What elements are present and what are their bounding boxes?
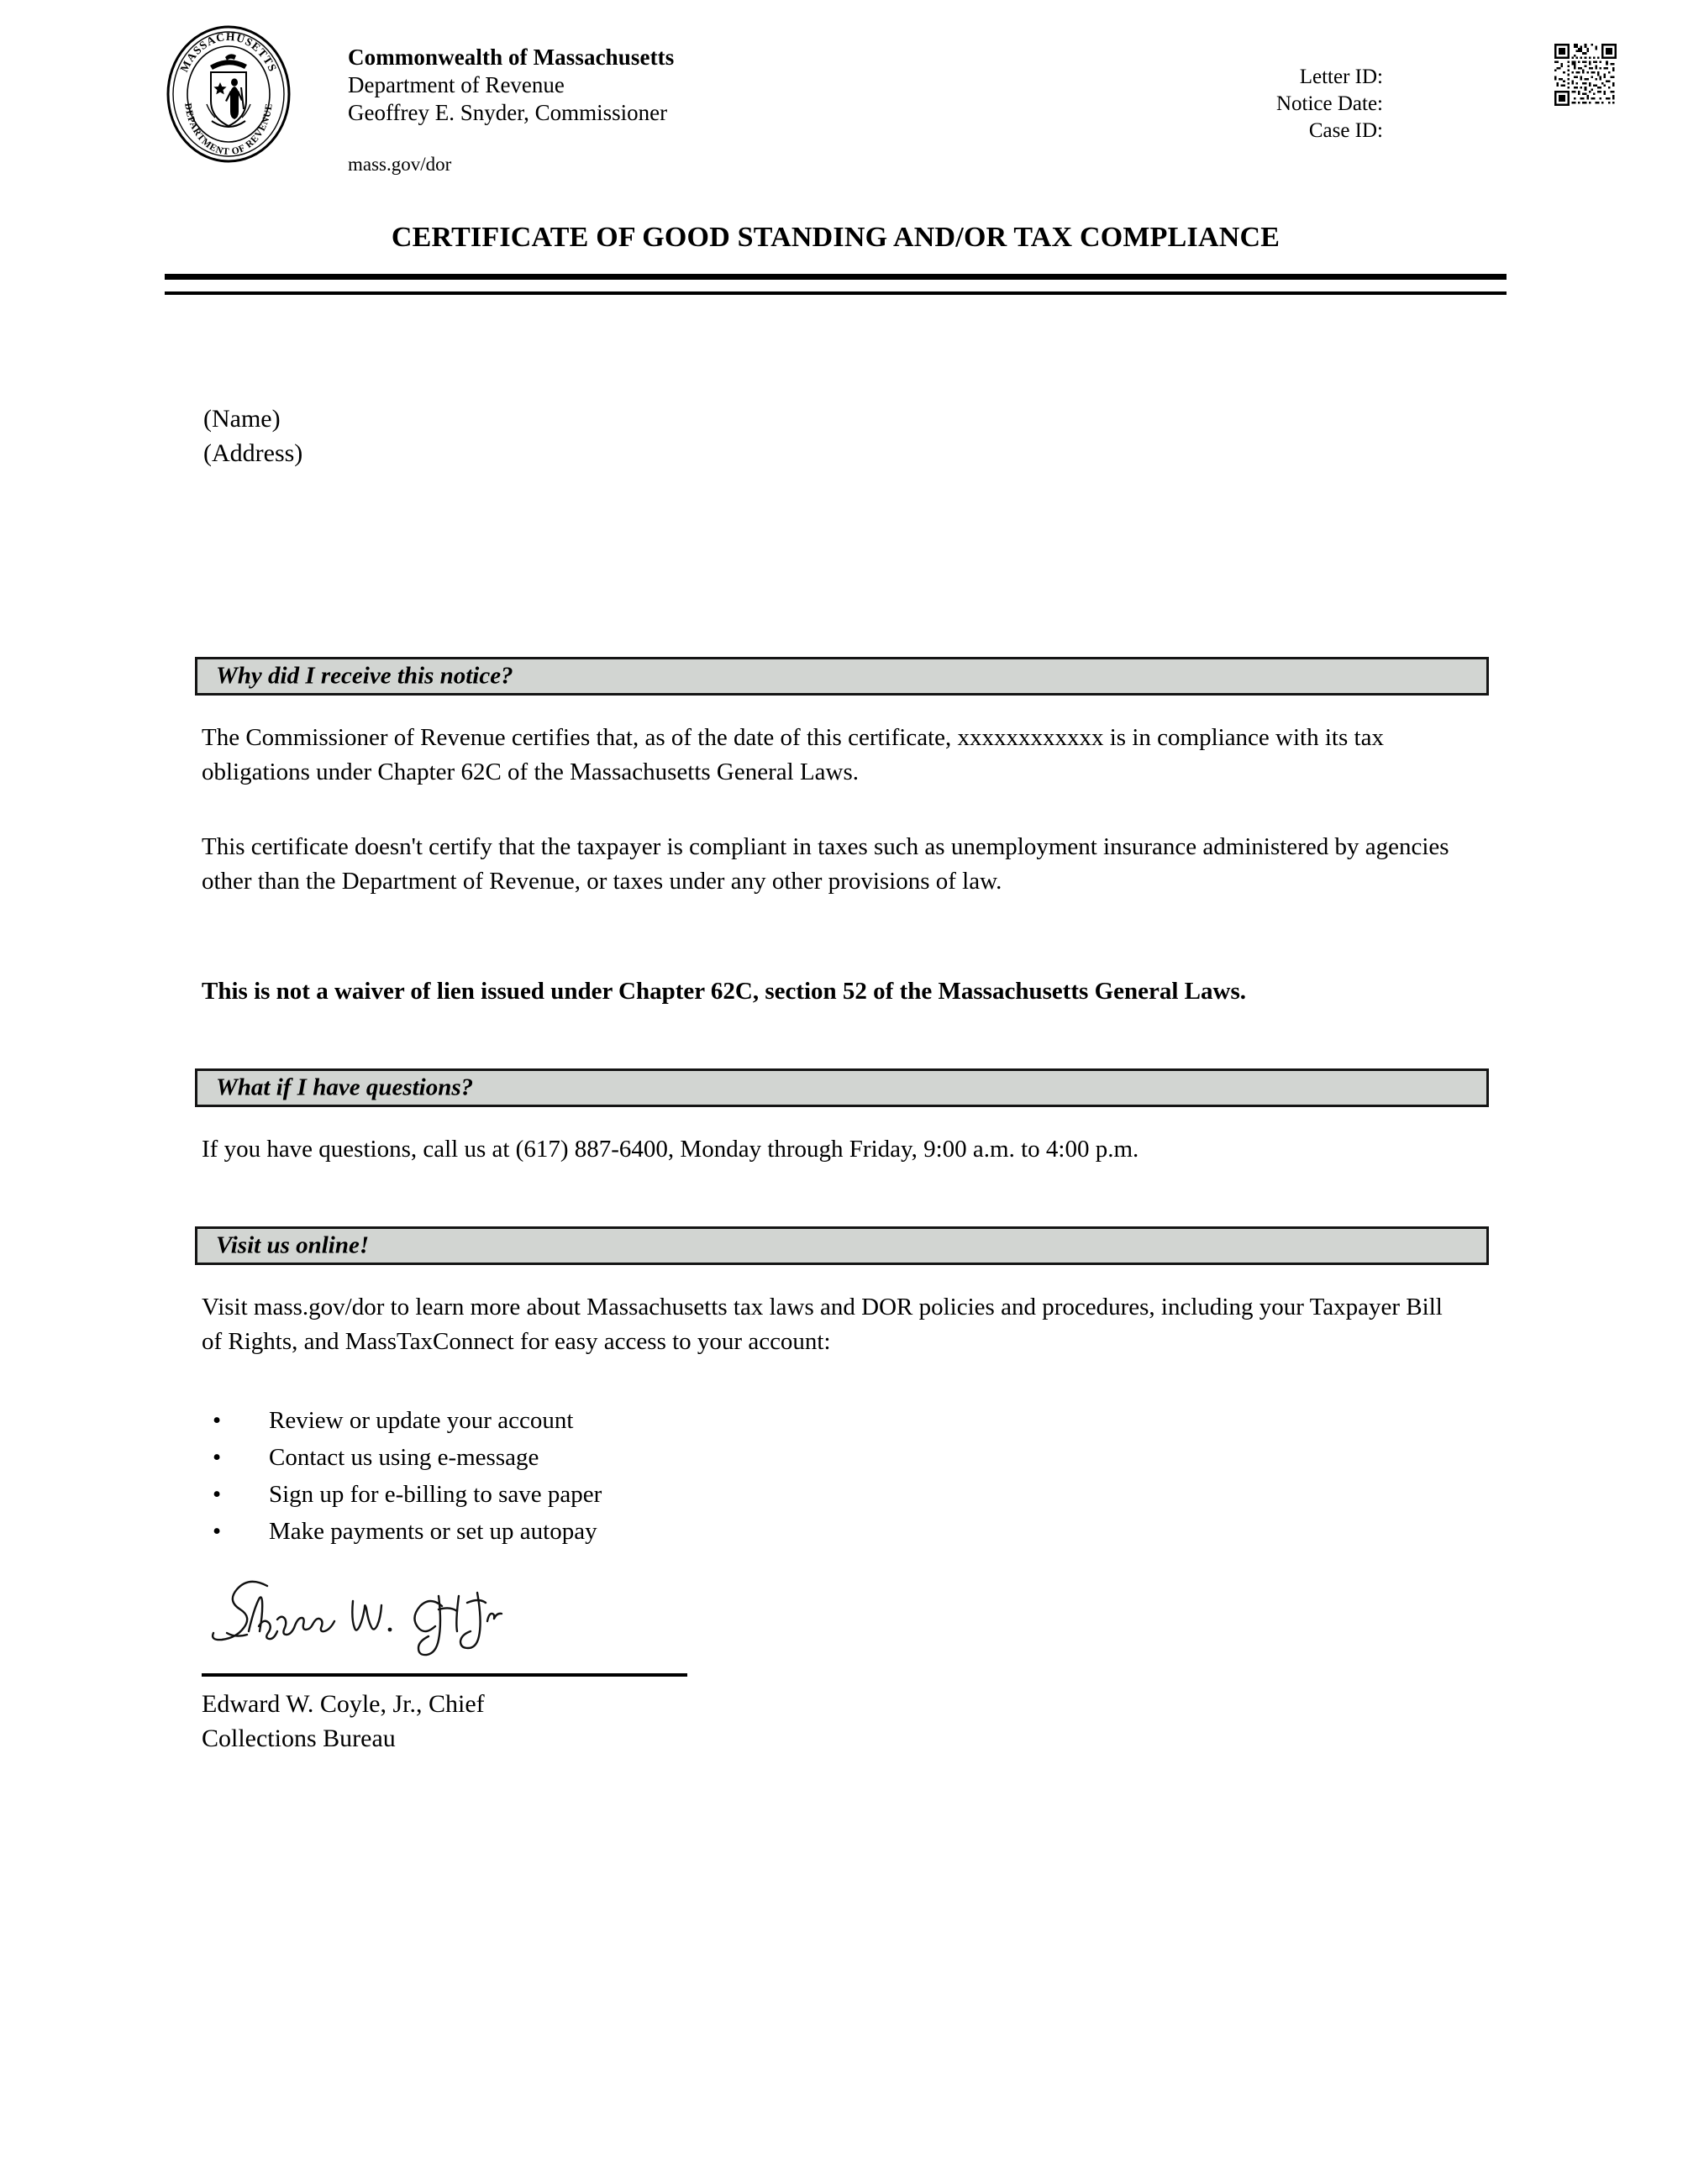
- signer-department: Collections Bureau: [202, 1725, 396, 1752]
- letter-id-row: [1047, 64, 1383, 91]
- recipient-address: (Address): [203, 439, 303, 467]
- list-item-label: Review or update your account: [269, 1407, 574, 1434]
- bullet-icon: •: [213, 1444, 222, 1471]
- agency-identity-block: [348, 44, 869, 177]
- list-item: [202, 1513, 1042, 1550]
- section-header-why-notice: [195, 657, 1489, 696]
- agency-department: Department of Revenue: [348, 72, 565, 97]
- qr-code-icon: [1554, 44, 1617, 106]
- bullet-icon: •: [213, 1518, 222, 1545]
- list-item: [202, 1439, 1042, 1476]
- header-rule-thin: [165, 291, 1507, 295]
- visit-online-paragraph: Visit mass.gov/dor to learn more about Massachusetts tax laws and DOR policies and procedures, including your Taxpayer Bill of Rights, and MassTaxConnect for easy access to your account:: [202, 1294, 1443, 1355]
- list-item-label: Contact us using e-message: [269, 1444, 539, 1471]
- header-rule-thick: [165, 274, 1507, 280]
- questions-paragraph: If you have questions, call us at (617) 887-6400, Monday through Friday, 9:00 a.m. to 4:00 p.m.: [202, 1136, 1139, 1163]
- handwritten-signature-icon: [210, 1571, 597, 1663]
- svg-text:MASSACHUSETTS: MASSACHUSETTS: [177, 29, 280, 75]
- case-id-row: [1047, 118, 1383, 144]
- section-heading-label: What if I have questions?: [216, 1074, 474, 1101]
- document-header: [165, 24, 1507, 200]
- agency-commissioner: Geoffrey E. Snyder, Commissioner: [348, 100, 668, 125]
- recipient-address-block: [203, 402, 876, 470]
- bullet-icon: •: [213, 1481, 222, 1508]
- list-item-label: Make payments or set up autopay: [269, 1518, 597, 1545]
- page-title: CERTIFICATE OF GOOD STANDING AND/OR TAX COMPLIANCE: [391, 222, 1280, 253]
- why-notice-paragraph-3: This is not a waiver of lien issued under Chapter 62C, section 52 of the Massachusetts General Laws.: [202, 978, 1247, 1005]
- list-item: [202, 1476, 1042, 1513]
- notice-date-label: Notice Date:: [1275, 92, 1383, 115]
- section-heading-label: Why did I receive this notice?: [216, 662, 513, 690]
- why-notice-paragraph-2: This certificate doesn't certify that the taxpayer is compliant in taxes such as unemployment insurance administered by agencies other than the Department of Revenue, or taxes under any other provisions of law.: [202, 833, 1449, 895]
- letter-id-label: Letter ID:: [1299, 66, 1383, 88]
- massachusetts-dor-seal-icon: [165, 24, 292, 165]
- agency-website: mass.gov/dor: [348, 154, 452, 175]
- recipient-name: (Name): [203, 405, 281, 433]
- list-item-label: Sign up for e-billing to save paper: [269, 1481, 602, 1508]
- section-header-questions: [195, 1068, 1489, 1107]
- signature-rule: [202, 1673, 687, 1677]
- agency-name: Commonwealth of Massachusetts: [348, 45, 675, 70]
- bullet-icon: •: [213, 1407, 222, 1434]
- letter-identifiers-block: [1047, 64, 1383, 144]
- case-id-label: Case ID:: [1308, 119, 1383, 142]
- why-notice-paragraph-1: The Commissioner of Revenue certifies that, as of the date of this certificate, xxxxxxxxxxxx is in compliance with its tax obligations under Chapter 62C of the Massachusetts General Laws.: [202, 724, 1384, 785]
- svg-text:DEPARTMENT OF REVENUE: DEPARTMENT OF REVENUE: [182, 102, 275, 158]
- section-header-visit-online: [195, 1226, 1489, 1265]
- section-heading-label: Visit us online!: [216, 1231, 370, 1259]
- online-services-list: [202, 1402, 1042, 1550]
- notice-date-row: [1047, 91, 1383, 118]
- signer-name: Edward W. Coyle, Jr., Chief: [202, 1690, 485, 1718]
- list-item: [202, 1402, 1042, 1439]
